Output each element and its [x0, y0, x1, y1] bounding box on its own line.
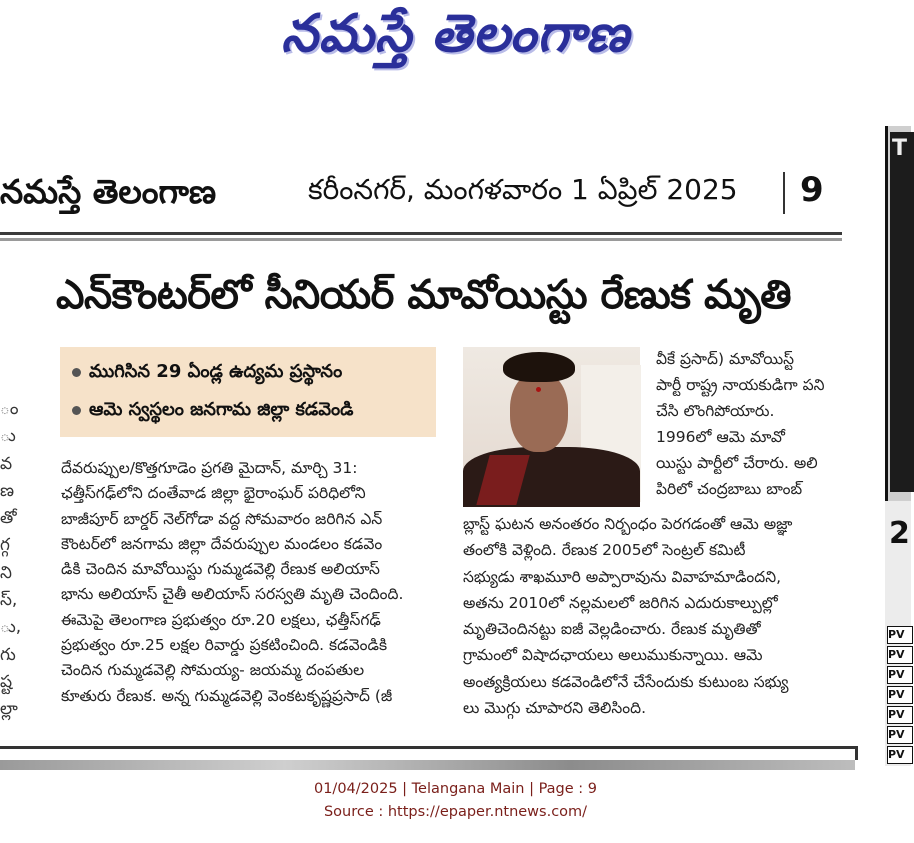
- body-line: పార్టీ రాష్ట్ర నాయకుడిగా పని: [656, 376, 825, 394]
- neighbour-page-glyph: T: [892, 136, 908, 161]
- highlight-item: [72, 399, 354, 424]
- body-line: బాజీపూర్ బార్డర్ నెల్‌గోడా వద్ద సోమవారం జరిగిన ఎన్: [61, 509, 383, 528]
- article-body-left-column: [61, 456, 437, 709]
- body-line: ఛత్తీస్‌గఢ్‌లోని దంతేవాడ జిల్లా భైరాంఘర్ పరిధిలోని: [61, 484, 366, 503]
- body-line: కౌంటర్‌లో జనగామ జిల్లా దేవరుప్పుల మండలం కడవెం: [61, 534, 383, 553]
- highlights-box: [60, 347, 436, 437]
- body-line: వీకే ప్రసాద్) మావోయిస్ట్: [656, 350, 795, 368]
- body-line: ఈమెపై తెలంగాణ ప్రభుత్వం రూ.20 లక్షలు, ఛత్తీస్‌గఢ్: [61, 610, 381, 629]
- fragment-text: స్,: [0, 590, 18, 611]
- pv-label: PV: [887, 666, 913, 684]
- body-line: యిస్టు పార్టీలో చేరారు. అలి: [656, 454, 818, 472]
- article-body-right-bottom: [463, 511, 843, 721]
- neighbour-page-image: [890, 132, 914, 492]
- page-header-dateline: కరీంనగర్, మంగళవారం 1 ఏప్రిల్ 2025: [308, 173, 738, 206]
- next-article-frame: [0, 746, 858, 760]
- body-line: గ్రామంలో విషాదఛాయలు అలుముకున్నాయి. ఆమె: [463, 646, 763, 665]
- photo-face: [510, 372, 568, 452]
- page-number-divider: [783, 172, 785, 214]
- fragment-text: ని: [0, 562, 12, 583]
- fragment-text: ల్లా: [0, 699, 18, 720]
- body-line: 1996లో ఆమె మావో: [656, 428, 785, 446]
- body-line: అంత్యక్రియలు కడవెండిలోనే చేసేందుకు కుటుంబ సభ్యు: [463, 672, 789, 691]
- pv-label: PV: [887, 626, 913, 644]
- neighbour-page-ad: [885, 126, 911, 501]
- fragment-text: ం: [0, 399, 19, 419]
- page-number: 9: [800, 170, 824, 210]
- masthead: [0, 0, 911, 80]
- fragment-text: తో: [0, 508, 17, 529]
- body-line: మృతిచెందినట్టు ఐజీ వెల్లడించారు. రేణుక మృతితో: [463, 620, 761, 639]
- body-line: దేవరుప్పుల/కొత్తగూడెం ప్రగతి మైదాన్, మార్చి 31:: [61, 459, 358, 477]
- highlight-item: [72, 361, 342, 386]
- page-header-paper-name: నమస్తే తెలంగాణ: [0, 172, 217, 211]
- body-line: అతను 2010లో నల్లమలలో జరిగిన ఎదురుకాల్పుల్లో: [463, 593, 778, 612]
- fragment-text: ు,: [0, 617, 22, 638]
- header-rule-secondary: [0, 238, 842, 241]
- body-line: చేసి లొంగిపోయారు.: [656, 402, 775, 420]
- pv-label: PV: [887, 726, 913, 744]
- body-line: భాను అలియాస్ చైతీ అలియాస్ సరస్వతి మృతి చెందింది.: [61, 585, 404, 604]
- article-body-right-top: [656, 346, 842, 502]
- body-line: సభ్యుడు శాఖమూరి అప్పారావును వివాహమాడిందని,: [463, 567, 782, 586]
- fragment-text: ణ: [0, 480, 15, 501]
- neighbour-page-glyph: 2: [889, 516, 910, 551]
- pv-label: PV: [887, 706, 913, 724]
- body-line: డికి చెందిన మావోయిస్టు గుమ్మడవెల్లి రేణుక అలియాస్: [61, 560, 380, 579]
- neighbour-page-strip: [885, 126, 911, 766]
- body-line: కూతురు రేణుక. అన్న గుమ్మడవెల్లి వెంకటకృష్ణప్రసాద్ (జీ: [61, 686, 393, 705]
- pv-label: PV: [887, 646, 913, 664]
- fragment-text: వ: [0, 453, 13, 474]
- footer-edition-info: 01/04/2025 | Telangana Main | Page : 9: [313, 781, 598, 797]
- article-headline: ఎన్‌కౌంటర్‌లో సీనియర్ మావోయిస్టు రేణుక మృతి: [56, 272, 792, 318]
- body-line: ప్రభుత్వం రూ.25 లక్షల రివార్డు ప్రకటించింది. కడవెండికి: [61, 636, 388, 655]
- highlight-text: ముగిసిన 29 ఏండ్ల ఉద్యమ ప్రస్థానం: [89, 361, 343, 382]
- fragment-text: గ్గ: [0, 535, 10, 556]
- body-line: తంలోకి వెళ్లింది. రేణుక 2005లో సెంట్రల్ కమిటీ: [463, 541, 746, 560]
- newspaper-logo: నమస్తే తెలంగాణ: [281, 4, 630, 64]
- header-rule: [0, 232, 842, 235]
- pv-label: PV: [887, 746, 913, 764]
- next-article-image-strip: [0, 760, 855, 770]
- bullet-icon: [72, 406, 81, 415]
- footer-source-link[interactable]: Source : https://epaper.ntnews.com/: [323, 804, 588, 820]
- neighbour-column-fragment: [0, 396, 22, 724]
- pv-label: PV: [887, 686, 913, 704]
- fragment-text: ు: [0, 426, 16, 447]
- body-line: పిరిలో చంద్రబాబు బాంబ్: [656, 480, 803, 498]
- fragment-text: గు: [0, 644, 16, 665]
- body-line: బ్లాస్ట్ ఘటన అనంతరం నిర్బంధం పెరగడంతో ఆమె అజ్ఞా: [463, 515, 793, 533]
- body-line: చెందిన గుమ్మడవెల్లి సోమయ్య- జయమ్మ దంపతుల: [61, 661, 365, 680]
- highlight-text: ఆమె స్వస్థలం జనగామ జిల్లా కడవెండి: [89, 399, 354, 420]
- renuka-photo: [463, 347, 640, 502]
- body-line: లు మొగ్గు చూపారని తెలిసింది.: [463, 699, 647, 718]
- photo-hair: [503, 352, 575, 382]
- photo-bindi: [536, 387, 541, 392]
- bullet-icon: [72, 368, 81, 377]
- fragment-text: ష్ట: [0, 671, 13, 692]
